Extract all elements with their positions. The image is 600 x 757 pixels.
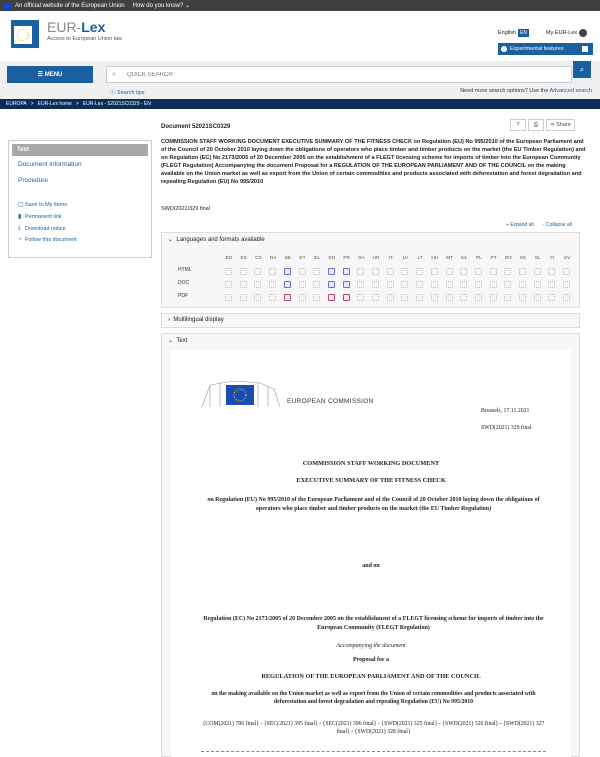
pdf-pl-icon: [475, 294, 482, 301]
html-hu-icon: [431, 268, 438, 275]
doc-pt-icon: [490, 281, 497, 288]
rss-icon: ◔: [18, 237, 22, 243]
doc-paragraph-1: on Regulation (EU) No 995/2010 of the European Parliament and of the Council of 20 October 2010 laying down the obligations of operators who place timber and timber products on the market (the EU Timber Regulation): [207, 497, 540, 512]
pdf-es-icon: [240, 294, 247, 301]
lang-header-sv: SV: [563, 256, 571, 261]
experimental-checkbox[interactable]: [582, 46, 588, 52]
doc-fr-icon[interactable]: [343, 281, 350, 288]
document-sidebar: [8, 140, 152, 258]
doc-nl-icon: [460, 281, 467, 288]
html-lt-icon: [416, 268, 423, 275]
html-it-icon: [387, 268, 394, 275]
pdf-ga-icon: [357, 294, 364, 301]
lang-header-pt: PT: [490, 256, 497, 261]
doc-bg-icon: [225, 281, 232, 288]
breadcrumb: EUROPA > EUR-Lex home > EUR-Lex - 52021SC0329 - EN: [0, 99, 600, 109]
doc-lv-icon: [401, 281, 408, 288]
pdf-nl-icon: [460, 294, 467, 301]
lang-header-mt: MT: [446, 256, 453, 261]
search-button[interactable]: ⌕: [573, 61, 591, 78]
languages-panel: [161, 232, 580, 308]
lang-header-sl: SL: [534, 256, 541, 261]
doc-sl-icon: [534, 281, 541, 288]
lang-header-sk: SK: [519, 256, 527, 261]
doc-el-icon: [313, 281, 320, 288]
html-en-icon[interactable]: [328, 268, 335, 275]
search-band: [0, 61, 600, 99]
quick-search-input[interactable]: [106, 66, 572, 83]
document-page: [171, 350, 571, 757]
pdf-fr-icon[interactable]: [343, 294, 350, 301]
share-button[interactable]: ⋖ Share: [546, 119, 575, 131]
how-do-you-know-link[interactable]: How do you know? ⌄: [132, 2, 191, 9]
text-panel-toggle[interactable]: ⌄ Text: [168, 338, 188, 344]
format-label-pdf: PDF: [178, 293, 188, 299]
html-es-icon: [240, 268, 247, 275]
document-date: Brussels, 17.11.2021: [481, 408, 530, 414]
pdf-et-icon: [299, 294, 306, 301]
download-notice-link[interactable]: ⤓ Download notice: [18, 225, 66, 232]
pdf-sl-icon: [534, 294, 541, 301]
html-mt-icon: [446, 268, 453, 275]
download-icon: ⤓: [18, 225, 21, 231]
pdf-bg-icon: [225, 294, 232, 301]
pdf-sv-icon: [563, 294, 570, 301]
site-header: [0, 11, 600, 61]
html-sl-icon: [534, 268, 541, 275]
html-sk-icon: [519, 268, 526, 275]
html-ro-icon: [504, 268, 511, 275]
doc-cs-icon: [254, 281, 261, 288]
doc-lt-icon: [416, 281, 423, 288]
help-icon: ?: [502, 46, 506, 51]
lang-header-da: DA: [269, 256, 277, 261]
html-pt-icon: [490, 268, 497, 275]
doc-ga-icon: [357, 281, 364, 288]
doc-paragraph-2: Regulation (EC) No 2173/2005 of 20 December 2005 on the establishment of a FLEGT licensing scheme for imports of timber into the European Community (FLEGT Regulation): [203, 616, 544, 631]
doc-proposal: Proposal for a: [352, 657, 390, 663]
doc-regulation-title: REGULATION OF THE EUROPEAN PARLIAMENT AND OF THE COUNCIL: [261, 673, 481, 680]
html-bg-icon: [225, 268, 232, 275]
html-pl-icon: [475, 268, 482, 275]
lang-header-lv: LV: [402, 256, 409, 261]
html-hr-icon: [372, 268, 379, 275]
bookmark-icon: ▮: [18, 214, 22, 220]
pdf-mt-icon: [446, 294, 453, 301]
doc-en-icon[interactable]: [328, 281, 335, 288]
breadcrumb-home[interactable]: EUR-Lex home: [37, 101, 72, 107]
lang-header-ro: RO: [504, 256, 512, 261]
doc-ro-icon: [504, 281, 511, 288]
lang-header-hu: HU: [431, 256, 439, 261]
document-reference: SWD/2021/329 final: [161, 206, 210, 212]
pdf-hu-icon: [431, 294, 438, 301]
doc-et-icon: [299, 281, 306, 288]
doc-accompanying: Accompanying the document: [336, 643, 406, 649]
pdf-de-icon[interactable]: [284, 294, 291, 301]
breadcrumb-current: EUR-Lex - 52021SC0329 - EN: [82, 101, 151, 107]
pdf-lt-icon: [416, 294, 423, 301]
doc-pl-icon: [475, 281, 482, 288]
pdf-en-icon[interactable]: [328, 294, 335, 301]
html-fi-icon: [548, 268, 555, 275]
doc-paragraph-3: on the making available on the Union market as well as export from the Union of certain commodities and products associated with deforestation and forest degradation and repealing Regulation (EU) No 995/2010: [211, 691, 536, 706]
language-selector[interactable]: English EN: [498, 30, 527, 36]
doc-fi-icon: [548, 281, 555, 288]
doc-it-icon: [387, 281, 394, 288]
european-commission-logo-icon: [200, 377, 282, 411]
html-nl-icon: [460, 268, 467, 275]
advanced-search-link[interactable]: Advanced search: [549, 88, 592, 94]
share-icon: ⋖: [550, 122, 555, 128]
html-da-icon: [269, 268, 276, 275]
doc-mt-icon: [446, 281, 453, 288]
html-fr-icon[interactable]: [343, 268, 350, 275]
sidebar-item-text[interactable]: Text: [12, 144, 148, 156]
pdf-el-icon: [313, 294, 320, 301]
lang-header-cs: CS: [255, 256, 262, 261]
lang-header-et: ET: [299, 256, 306, 261]
multilingual-panel-toggle[interactable]: › Multilingual display: [168, 317, 224, 323]
sidebar-item-procedure[interactable]: Procedure: [18, 177, 48, 184]
doc-hr-icon: [372, 281, 379, 288]
languages-panel-toggle[interactable]: ⌄ Languages and formats available: [168, 237, 265, 243]
lang-header-lt: LT: [417, 256, 423, 261]
pdf-hr-icon: [372, 294, 379, 301]
doc-sv-icon: [563, 281, 570, 288]
doc-de-icon[interactable]: [284, 281, 291, 288]
format-label-html: HTML: [178, 267, 192, 273]
lang-header-bg: BG: [225, 256, 233, 261]
lang-header-fr: FR: [343, 256, 350, 261]
follow-document-link[interactable]: ◔ Follow this document: [18, 237, 77, 243]
print-button[interactable]: ⎙: [528, 119, 544, 131]
breadcrumb-europa[interactable]: EUROPA: [6, 101, 27, 107]
save-to-my-items-link[interactable]: ▢ Save to My items: [18, 201, 68, 208]
doc-da-icon: [269, 281, 276, 288]
html-de-icon[interactable]: [284, 268, 291, 275]
pdf-lv-icon: [401, 294, 408, 301]
pdf-it-icon: [387, 294, 394, 301]
multilingual-panel: [161, 313, 580, 328]
lang-header-hr: HR: [372, 256, 380, 261]
brand-title[interactable]: EUR-Lex: [47, 19, 106, 35]
doc-hu-icon: [431, 281, 438, 288]
my-eurlex-link[interactable]: My EUR-Lex: [546, 29, 587, 37]
menu-button[interactable]: ☰ MENU: [7, 66, 93, 83]
lang-header-de: DE: [284, 256, 292, 261]
format-label-doc: DOC: [178, 280, 190, 286]
doc-sk-icon: [519, 281, 526, 288]
html-et-icon: [299, 268, 306, 275]
lang-header-fi: FI: [550, 256, 555, 261]
document-tools: [510, 119, 575, 131]
eu-flag-icon: [4, 3, 12, 9]
pdf-da-icon: [269, 294, 276, 301]
search-input-icon: ⌕: [112, 71, 116, 78]
doc-heading-2: EXECUTIVE SUMMARY OF THE FITNESS CHECK: [296, 477, 446, 484]
user-icon: [579, 29, 587, 37]
document-title: COMMISSION STAFF WORKING DOCUMENT EXECUTIVE SUMMARY OF THE FITNESS CHECK on Regulation (EU) No 995/2010 of the European Parliament and of the Council of 20 October 2010 laying down the obligations of operators who place timber and timber products on the market (the EU Timber Regulation) and on Regulation (EC) No 2173/2005 of 20 December 2005 on the establishment of a FLEGT licensing scheme for imports of timber into the European Community (FLEGT Regulation) Accompanying the document Proposal for a REGULATION OF THE EUROPEAN PARLIAMENT AND OF THE COUNCIL on the making available on the Union market as well as export from the Union of certain commodities and products associated with deforestation and forest degradation and repealing Regulation (EU) No 995/2010: [161, 139, 586, 186]
save-icon: ▢: [18, 202, 24, 208]
advanced-search-hint: Need more search options? Use the Advanced search: [460, 88, 592, 94]
pdf-fi-icon: [548, 294, 555, 301]
pdf-sk-icon: [519, 294, 526, 301]
html-lv-icon: [401, 268, 408, 275]
document-swd: SWD(2021) 329 final: [481, 425, 532, 431]
lang-header-es: ES: [240, 256, 247, 261]
pdf-cs-icon: [254, 294, 261, 301]
lang-header-nl: NL: [461, 256, 468, 261]
sidebar-item-document-information[interactable]: Document information: [18, 161, 82, 168]
expand-all-link[interactable]: + Expand all: [506, 222, 534, 228]
html-sv-icon: [563, 268, 570, 275]
lang-header-ga: GA: [357, 256, 365, 261]
experimental-features-toggle[interactable]: ? Experimental features: [498, 43, 593, 55]
lang-header-pl: PL: [475, 256, 482, 261]
eurlex-logo-icon[interactable]: [8, 17, 42, 51]
doc-es-icon: [240, 281, 247, 288]
lang-header-it: IT: [388, 256, 393, 261]
commission-name: EUROPEAN COMMISSION: [287, 398, 374, 405]
brand-subtitle: Access to European Union law: [47, 36, 122, 42]
html-ga-icon: [357, 268, 364, 275]
html-el-icon: [313, 268, 320, 275]
doc-heading-1: COMMISSION STAFF WORKING DOCUMENT: [302, 460, 440, 467]
collapse-all-link[interactable]: - Collapse all: [543, 222, 572, 228]
official-eu-bar: [0, 0, 600, 11]
search-tips-link[interactable]: ⓘ Search tips: [110, 90, 145, 96]
pdf-ro-icon: [504, 294, 511, 301]
html-cs-icon: [254, 268, 261, 275]
lang-header-el: EL: [314, 256, 321, 261]
doc-references: {COM(2021) 706 final} - {SEC(2021) 395 final} - {SEC(2021) 396 final} - {SWD(2021) 325 final} - {SWD(2021) 326 final} - {SWD(2021) 327 final} - {SWD(2021) 328 final}: [202, 721, 545, 736]
pdf-pt-icon: [490, 294, 497, 301]
help-button[interactable]: ?: [510, 119, 526, 131]
doc-and-on: and on: [362, 563, 380, 569]
official-text: An official website of the European Union: [15, 2, 125, 9]
permanent-link[interactable]: ▮ Permanent link: [18, 213, 62, 220]
page-separator: [201, 751, 546, 752]
document-id: Document 52021SC0329: [161, 124, 231, 130]
lang-header-en: EN: [328, 256, 336, 261]
